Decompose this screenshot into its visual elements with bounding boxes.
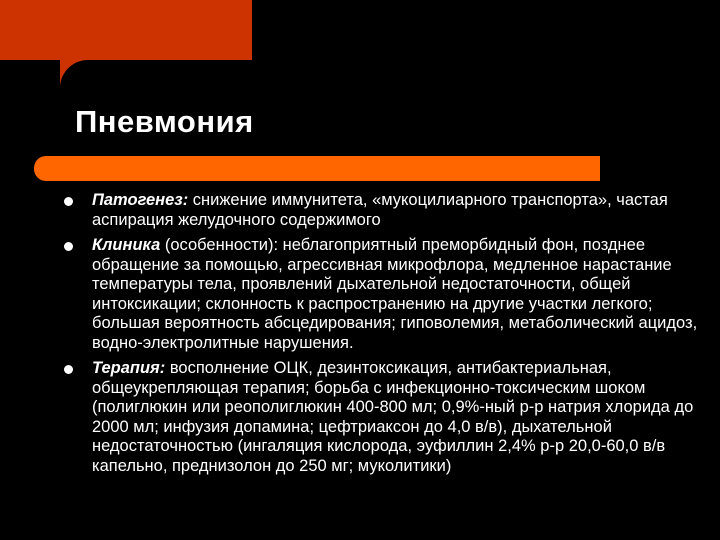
bullet-heading: Патогенез:	[92, 191, 189, 209]
bullet-heading: Клиника	[92, 236, 161, 254]
bullet-text: восполнение ОЦК, дезинтоксикация, антибактериальная, общеукрепляющая терапия; борьба с инфекционно-токсическим шоком (полиглюкин или реополиглюкин 400-800 мл; 0,9%-ный р-р натрия хлорида до 2000 мл; инфузия допамина; цефтриаксон до 4,0 в/в), дыхательной недостаточностью (ингаляция кислорода, эуфиллин 2,4% р-р 20,0-60,0 в/в капельно, преднизолон до 250 мг; муколитики)	[92, 359, 694, 475]
bullet-clinic	[62, 236, 712, 353]
bullet-text: снижение иммунитета, «мукоцилиарного транспорта», частая аспирация желудочного содержимого	[92, 191, 668, 229]
bullet-dot-icon	[64, 365, 73, 374]
bullet-dot-icon	[64, 197, 73, 206]
bullet-text: (особенности): неблагоприятный преморбидный фон, позднее обращение за помощью, агрессивная микрофлора, медленное нарастание температуры тела, проявлений дыхательной недостаточности, общей интоксикации; склонность к распространению на другие участки легкого; большая вероятность абсцедирования; гиповолемия, метаболический ацидоз, водно-электролитные нарушения.	[92, 236, 698, 352]
bullet-therapy	[62, 359, 712, 476]
slide-title: Пневмония	[75, 104, 254, 139]
bullet-dot-icon	[64, 242, 73, 251]
bullet-list	[62, 191, 712, 482]
bullet-heading: Терапия:	[92, 359, 166, 377]
decorative-left-strip	[0, 60, 60, 540]
title-divider-bar	[34, 156, 600, 181]
bullet-pathogenesis	[62, 191, 712, 230]
